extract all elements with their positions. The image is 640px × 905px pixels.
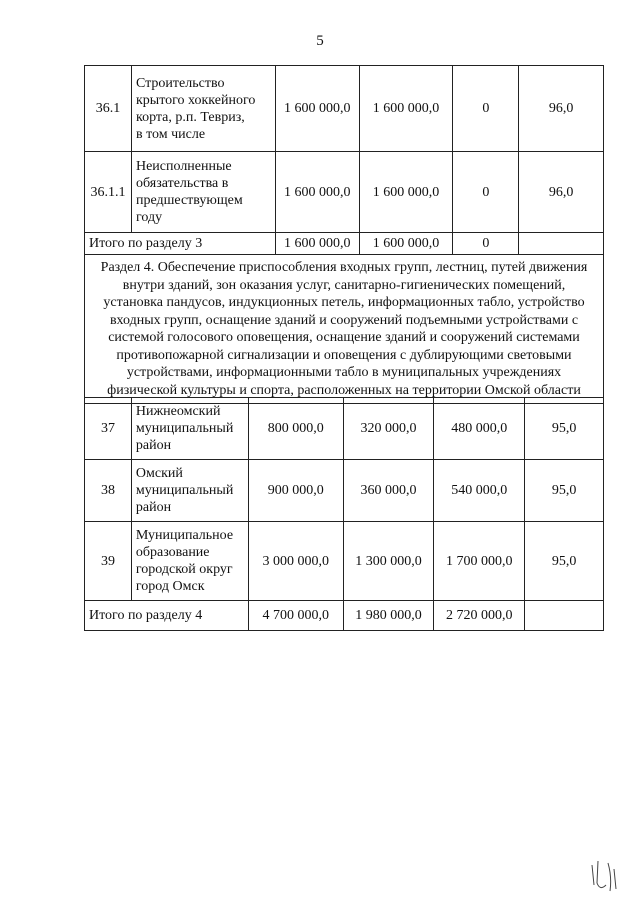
cell-percent: 96,0 (519, 152, 604, 233)
subtotal-local: 0 (453, 233, 519, 255)
row-name (131, 460, 248, 522)
row-name-line: корта, р.п. Тевриз, (135, 109, 245, 125)
row-name-line: в том числе (135, 126, 206, 142)
section4-table (84, 397, 604, 631)
row-name-line: Неисполненные (135, 159, 232, 174)
cell-regional: 360 000,0 (343, 460, 434, 522)
subtotal-total: 4 700 000,0 (248, 601, 343, 631)
subtotal-regional: 1 980 000,0 (343, 601, 434, 631)
cell-local: 0 (453, 66, 519, 152)
cell-local: 540 000,0 (434, 460, 525, 522)
row-name-line: район (135, 438, 172, 453)
row-number: 39 (85, 522, 132, 601)
section3-table (84, 65, 604, 255)
table-row (85, 66, 604, 152)
cell-total: 1 600 000,0 (275, 66, 359, 152)
row-number: 36.1.1 (85, 152, 132, 233)
cell-percent: 95,0 (525, 522, 604, 601)
row-name-line: Строительство (135, 75, 225, 91)
cell-regional: 320 000,0 (343, 398, 434, 460)
table-row (85, 522, 604, 601)
subtotal-label: Итого по разделу 4 (85, 601, 249, 631)
row-name-line: предшествующем (135, 193, 243, 208)
cell-percent: 95,0 (525, 398, 604, 460)
row-number: 36.1 (85, 66, 132, 152)
section-heading-line: противопожарной сигнализации и оповещения с дублирующими световыми (116, 347, 572, 363)
cell-percent: 95,0 (525, 460, 604, 522)
cell-local: 0 (453, 152, 519, 233)
row-name-line: Муниципальное (135, 528, 234, 543)
cell-local: 480 000,0 (434, 398, 525, 460)
subtotal-regional: 1 600 000,0 (359, 233, 453, 255)
cell-total: 800 000,0 (248, 398, 343, 460)
table-row (85, 398, 604, 460)
row-name (131, 398, 248, 460)
row-name (131, 152, 275, 233)
row-name-line: район (135, 500, 172, 515)
row-name-line: обязательства в (135, 176, 229, 191)
subtotal-total: 1 600 000,0 (275, 233, 359, 255)
subtotal-row (85, 233, 604, 255)
row-number: 37 (85, 398, 132, 460)
signature-mark (588, 855, 622, 899)
cell-total: 1 600 000,0 (275, 152, 359, 233)
row-name-line: образование (135, 545, 210, 560)
cell-local: 1 700 000,0 (434, 522, 525, 601)
row-name-line: крытого хоккейного (135, 92, 256, 108)
row-name-line: Омский (135, 466, 183, 481)
section-heading-line: системой голосового оповещения, оснащение зданий и сооружений системами (108, 330, 580, 345)
cell-total: 900 000,0 (248, 460, 343, 522)
cell-regional: 1 600 000,0 (359, 152, 453, 233)
table-row (85, 152, 604, 233)
subtotal-percent (525, 601, 604, 631)
section-heading-line: внутри зданий, зон оказания услуг, санитарно-гигиенических помещений, (122, 277, 566, 293)
cell-percent: 96,0 (519, 66, 604, 152)
cell-total: 3 000 000,0 (248, 522, 343, 601)
row-name (131, 522, 248, 601)
cell-regional: 1 300 000,0 (343, 522, 434, 601)
row-number: 38 (85, 460, 132, 522)
subtotal-percent (519, 233, 604, 255)
row-name-line: муниципальный (135, 421, 234, 436)
row-name (131, 66, 275, 152)
subtotal-local: 2 720 000,0 (434, 601, 525, 631)
row-name-line: году (135, 210, 163, 225)
section4-heading-table (84, 254, 604, 404)
cell-regional: 1 600 000,0 (359, 66, 453, 152)
row-name-line: городской округ (135, 562, 233, 577)
section-heading-line: входных групп, оснащение зданий и сооружений подъемными устройствами с (109, 312, 579, 328)
subtotal-label: Итого по разделу 3 (85, 233, 276, 255)
row-name-line: муниципальный (135, 483, 234, 498)
row-name-line: Нижнеомский (135, 404, 221, 419)
page-number: 5 (316, 33, 324, 49)
section-heading (85, 255, 604, 404)
section-heading-line: физической культуры и спорта, расположенных на территории Омской области (107, 382, 581, 398)
section-heading-line: установка пандусов, индукционных петель, информационных табло, устройство (103, 295, 585, 310)
row-name-line: город Омск (135, 579, 205, 594)
section-heading-line: устройствами, информационными табло в муниципальных учреждениях (126, 365, 562, 380)
section-heading-line: Раздел 4. Обеспечение приспособления входных групп, лестниц, путей движения (100, 260, 588, 275)
table-row (85, 460, 604, 522)
subtotal-row (85, 601, 604, 631)
